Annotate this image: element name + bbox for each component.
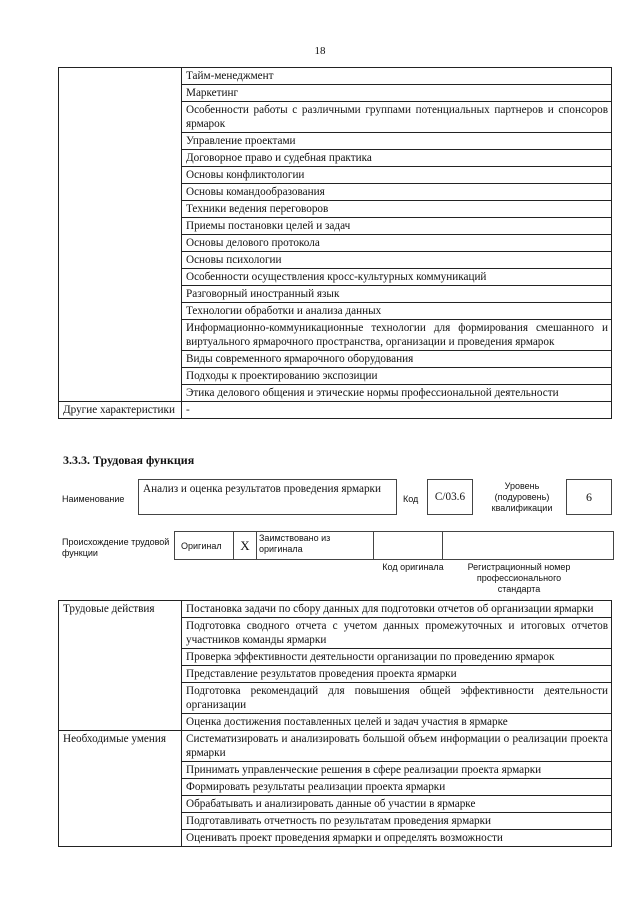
origin-box bbox=[174, 531, 614, 560]
function-name-value: Анализ и оценка результатов проведения ярмарки bbox=[143, 483, 381, 495]
knowledge-item: Техники ведения переговоров bbox=[182, 201, 612, 218]
labor-action-item: Подготовка рекомендаций для повышения общей эффективности деятельности организации bbox=[182, 683, 612, 714]
code-box bbox=[427, 479, 473, 515]
table-row bbox=[59, 402, 612, 419]
origin-label: Происхождение трудовой функции bbox=[62, 537, 170, 558]
knowledge-item: Тайм-менеджмент bbox=[182, 68, 612, 85]
function-details-table bbox=[58, 600, 612, 847]
level-box bbox=[566, 479, 612, 515]
knowledge-item: Основы психологии bbox=[182, 252, 612, 269]
code-original-cell bbox=[373, 532, 443, 559]
skill-item: Систематизировать и анализировать большой объем информации о реализации проекта ярмарки bbox=[182, 731, 612, 762]
skill-item: Оценивать проект проведения ярмарки и определять возможности bbox=[182, 830, 612, 847]
other-characteristics-label: Другие характеристики bbox=[59, 402, 182, 419]
knowledge-item: Основы конфликтологии bbox=[182, 167, 612, 184]
code-original-label: Код оригинала bbox=[382, 562, 444, 572]
original-label: Оригинал bbox=[181, 541, 222, 551]
knowledge-item: Основы делового протокола bbox=[182, 235, 612, 252]
labor-action-item: Проверка эффективности деятельности организации по проведению ярмарок bbox=[182, 649, 612, 666]
labor-action-item: Постановка задачи по сбору данных для подготовки отчетов об организации ярмарки bbox=[182, 601, 612, 618]
knowledge-item: Приемы постановки целей и задач bbox=[182, 218, 612, 235]
skills-label: Необходимые умения bbox=[59, 731, 182, 847]
section-title: 3.3.3. Трудовая функция bbox=[63, 453, 195, 467]
page-number: 18 bbox=[314, 45, 326, 57]
skill-item: Формировать результаты реализации проекта ярмарки bbox=[182, 779, 612, 796]
code-value: С/03.6 bbox=[434, 491, 466, 503]
labor-action-item: Представление результатов проведения проекта ярмарки bbox=[182, 666, 612, 683]
name-label: Наименование bbox=[62, 494, 125, 504]
knowledge-item: Технологии обработки и анализа данных bbox=[182, 303, 612, 320]
table-row bbox=[59, 731, 612, 762]
skill-item: Подготавливать отчетность по результатам проведения ярмарки bbox=[182, 813, 612, 830]
borrowed-label: Заимствовано из оригинала bbox=[259, 533, 331, 554]
knowledge-item: Разговорный иностранный язык bbox=[182, 286, 612, 303]
original-mark: X bbox=[233, 532, 257, 559]
knowledge-item: Этика делового общения и этические нормы профессиональной деятельности bbox=[182, 385, 612, 402]
labor-actions-label: Трудовые действия bbox=[59, 601, 182, 731]
knowledge-label-cell bbox=[59, 68, 182, 402]
knowledge-item: Информационно-коммуникационные технологии для формирования смешанного и виртуального ярмарочного пространства, организации и проведения ярмарок bbox=[182, 320, 612, 351]
knowledge-item: Маркетинг bbox=[182, 85, 612, 102]
knowledge-item: Основы командообразования bbox=[182, 184, 612, 201]
knowledge-item: Подходы к проектированию экспозиции bbox=[182, 368, 612, 385]
other-characteristics-value: - bbox=[182, 402, 612, 419]
labor-action-item: Оценка достижения поставленных целей и задач участия в ярмарке bbox=[182, 714, 612, 731]
reg-number-label: Регистрационный номер профессионального стандарта bbox=[467, 562, 571, 594]
knowledge-item: Особенности работы с различными группами потенциальных партнеров и спонсоров ярмарок bbox=[182, 102, 612, 133]
table-row bbox=[59, 68, 612, 85]
code-label: Код bbox=[403, 494, 419, 504]
knowledge-item: Договорное право и судебная практика bbox=[182, 150, 612, 167]
knowledge-item: Управление проектами bbox=[182, 133, 612, 150]
knowledge-table bbox=[58, 67, 612, 419]
table-row bbox=[59, 601, 612, 618]
level-value: 6 bbox=[586, 490, 592, 504]
level-label: Уровень (подуровень) квалификации bbox=[491, 481, 553, 513]
skill-item: Обрабатывать и анализировать данные об участии в ярмарке bbox=[182, 796, 612, 813]
function-name-box bbox=[138, 479, 397, 515]
labor-action-item: Подготовка сводного отчета с учетом данных промежуточных и итоговых отчетов участников команды ярмарки bbox=[182, 618, 612, 649]
skill-item: Принимать управленческие решения в сфере реализации проекта ярмарки bbox=[182, 762, 612, 779]
knowledge-item: Виды современного ярмарочного оборудования bbox=[182, 351, 612, 368]
knowledge-item: Особенности осуществления кросс-культурных коммуникаций bbox=[182, 269, 612, 286]
